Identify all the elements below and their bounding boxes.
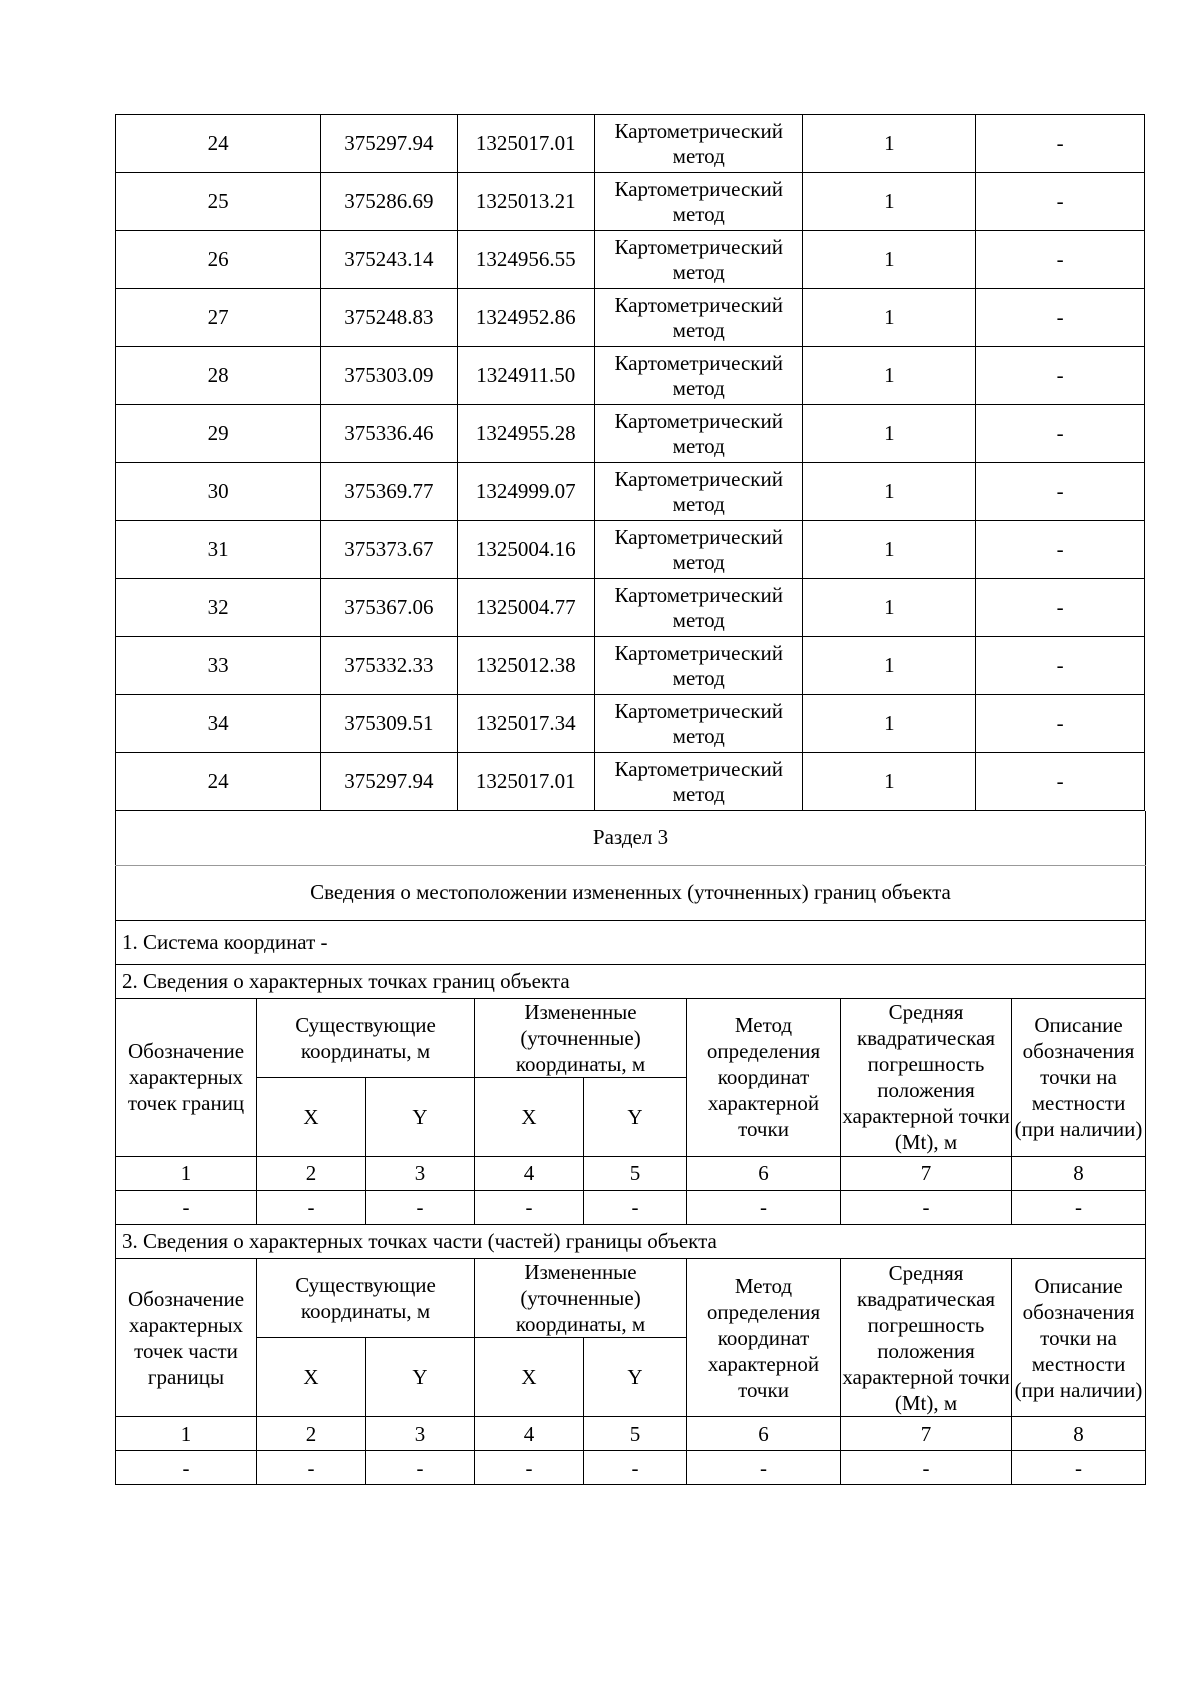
accuracy-cell: 1 — [803, 347, 976, 405]
points-table-body — [116, 115, 1145, 811]
y-coord-cell: 1325017.01 — [457, 753, 594, 811]
accuracy-cell: 1 — [803, 637, 976, 695]
part-numbers — [116, 1417, 1146, 1485]
empty-cell: - — [1012, 1451, 1146, 1485]
point-id-cell: 24 — [116, 753, 321, 811]
empty-cell: - — [257, 1190, 366, 1224]
point-id-cell: 30 — [116, 463, 321, 521]
x-coord-cell: 375336.46 — [321, 405, 457, 463]
x-coord-cell: 375369.77 — [321, 463, 457, 521]
column-number-cell: 1 — [116, 1417, 257, 1451]
x-coord-cell: 375243.14 — [321, 231, 457, 289]
method-cell: Картометрический метод — [595, 637, 803, 695]
header-y: Y — [366, 1077, 475, 1156]
column-number-cell: 3 — [366, 1156, 475, 1190]
y-coord-cell: 1325013.21 — [457, 173, 594, 231]
document-page — [115, 114, 1145, 1485]
empty-data-row — [116, 1451, 1146, 1485]
header-method: Метод определения координат характерной точки — [687, 999, 841, 1157]
boundary-points-table — [115, 999, 1146, 1225]
point-id-cell: 29 — [116, 405, 321, 463]
accuracy-cell: 1 — [803, 579, 976, 637]
y-coord-cell: 1324952.86 — [457, 289, 594, 347]
empty-cell: - — [584, 1190, 687, 1224]
x-coord-cell: 375297.94 — [321, 753, 457, 811]
header-x: X — [475, 1077, 584, 1156]
column-number-cell: 1 — [116, 1156, 257, 1190]
table-row — [116, 173, 1145, 231]
accuracy-cell: 1 — [803, 115, 976, 173]
part-points-table — [115, 1259, 1146, 1485]
point-id-cell: 26 — [116, 231, 321, 289]
accuracy-cell: 1 — [803, 173, 976, 231]
column-number-cell: 2 — [257, 1156, 366, 1190]
method-cell: Картометрический метод — [595, 173, 803, 231]
header-designation-part: Обозначение характерных точек части границы — [116, 1259, 257, 1417]
empty-cell: - — [841, 1451, 1012, 1485]
description-cell: - — [976, 463, 1145, 521]
accuracy-cell: 1 — [803, 289, 976, 347]
description-cell: - — [976, 637, 1145, 695]
column-number-cell: 6 — [687, 1156, 841, 1190]
section-subtitle: Сведения о местоположении измененных (уточненных) границ объекта — [116, 865, 1146, 920]
point-id-cell: 31 — [116, 521, 321, 579]
description-cell: - — [976, 231, 1145, 289]
header-designation: Обозначение характерных точек границ — [116, 999, 257, 1157]
header-y: Y — [584, 1077, 687, 1156]
table-row — [116, 753, 1145, 811]
y-coord-cell: 1325017.34 — [457, 695, 594, 753]
header-x: X — [475, 1338, 584, 1417]
header-x: X — [257, 1077, 366, 1156]
points-table — [115, 114, 1145, 811]
column-number-cell: 8 — [1012, 1156, 1146, 1190]
method-cell: Картометрический метод — [595, 521, 803, 579]
empty-cell: - — [116, 1190, 257, 1224]
column-number-cell: 2 — [257, 1417, 366, 1451]
table-row — [116, 405, 1145, 463]
section-title: Раздел 3 — [116, 811, 1146, 865]
table-row — [116, 115, 1145, 173]
empty-cell: - — [366, 1451, 475, 1485]
table-row — [116, 695, 1145, 753]
column-number-cell: 3 — [366, 1417, 475, 1451]
header-changed-coords: Измененные (уточненные) координаты, м — [475, 1259, 687, 1338]
empty-cell: - — [1012, 1190, 1146, 1224]
column-number-cell: 8 — [1012, 1417, 1146, 1451]
empty-cell: - — [687, 1451, 841, 1485]
column-number-cell: 4 — [475, 1156, 584, 1190]
point-id-cell: 25 — [116, 173, 321, 231]
header-changed-coords: Измененные (уточненные) координаты, м — [475, 999, 687, 1078]
description-cell: - — [976, 115, 1145, 173]
description-cell: - — [976, 405, 1145, 463]
table-row — [116, 347, 1145, 405]
accuracy-cell: 1 — [803, 405, 976, 463]
description-cell: - — [976, 289, 1145, 347]
table-row — [116, 579, 1145, 637]
point-id-cell: 32 — [116, 579, 321, 637]
section-3-table — [115, 811, 1146, 999]
column-number-cell: 5 — [584, 1156, 687, 1190]
empty-cell: - — [584, 1451, 687, 1485]
y-coord-cell: 1324955.28 — [457, 405, 594, 463]
parts-heading-table — [115, 1225, 1146, 1260]
table-row — [116, 289, 1145, 347]
header-description: Описание обозначения точки на местности (при наличии) — [1012, 1259, 1146, 1417]
x-coord-cell: 375367.06 — [321, 579, 457, 637]
method-cell: Картометрический метод — [595, 579, 803, 637]
boundary-points-heading: 2. Сведения о характерных точках границ объекта — [116, 964, 1146, 998]
table-row — [116, 521, 1145, 579]
x-coord-cell: 375286.69 — [321, 173, 457, 231]
column-number-row — [116, 1156, 1146, 1190]
x-coord-cell: 375297.94 — [321, 115, 457, 173]
empty-cell: - — [366, 1190, 475, 1224]
accuracy-cell: 1 — [803, 521, 976, 579]
column-number-cell: 7 — [841, 1417, 1012, 1451]
point-id-cell: 34 — [116, 695, 321, 753]
method-cell: Картометрический метод — [595, 405, 803, 463]
accuracy-cell: 1 — [803, 463, 976, 521]
y-coord-cell: 1324999.07 — [457, 463, 594, 521]
method-cell: Картометрический метод — [595, 347, 803, 405]
empty-cell: - — [116, 1451, 257, 1485]
method-cell: Картометрический метод — [595, 289, 803, 347]
header-existing-coords: Существующие координаты, м — [257, 1259, 475, 1338]
x-coord-cell: 375248.83 — [321, 289, 457, 347]
description-cell: - — [976, 521, 1145, 579]
empty-cell: - — [475, 1190, 584, 1224]
boundary-numbers — [116, 1156, 1146, 1224]
empty-cell: - — [841, 1190, 1012, 1224]
description-cell: - — [976, 173, 1145, 231]
table-row — [116, 463, 1145, 521]
x-coord-cell: 375309.51 — [321, 695, 457, 753]
part-points-heading: 3. Сведения о характерных точках части (частей) границы объекта — [116, 1225, 1146, 1259]
description-cell: - — [976, 347, 1145, 405]
empty-cell: - — [257, 1451, 366, 1485]
header-x: X — [257, 1338, 366, 1417]
column-number-row — [116, 1417, 1146, 1451]
y-coord-cell: 1324911.50 — [457, 347, 594, 405]
empty-cell: - — [475, 1451, 584, 1485]
point-id-cell: 28 — [116, 347, 321, 405]
method-cell: Картометрический метод — [595, 463, 803, 521]
header-existing-coords: Существующие координаты, м — [257, 999, 475, 1078]
table-row — [116, 637, 1145, 695]
accuracy-cell: 1 — [803, 695, 976, 753]
empty-cell: - — [687, 1190, 841, 1224]
coord-system-label: 1. Система координат - — [116, 920, 1146, 964]
table-row — [116, 231, 1145, 289]
x-coord-cell: 375303.09 — [321, 347, 457, 405]
y-coord-cell: 1325017.01 — [457, 115, 594, 173]
method-cell: Картометрический метод — [595, 231, 803, 289]
column-number-cell: 7 — [841, 1156, 1012, 1190]
x-coord-cell: 375332.33 — [321, 637, 457, 695]
column-number-cell: 4 — [475, 1417, 584, 1451]
column-number-cell: 5 — [584, 1417, 687, 1451]
header-method: Метод определения координат характерной точки — [687, 1259, 841, 1417]
header-accuracy: Средняя квадратическая погрешность положения характерной точки (Mt), м — [842, 1000, 1010, 1154]
accuracy-cell: 1 — [803, 753, 976, 811]
y-coord-cell: 1325004.16 — [457, 521, 594, 579]
method-cell: Картометрический метод — [595, 695, 803, 753]
x-coord-cell: 375373.67 — [321, 521, 457, 579]
point-id-cell: 33 — [116, 637, 321, 695]
method-cell: Картометрический метод — [595, 115, 803, 173]
description-cell: - — [976, 579, 1145, 637]
y-coord-cell: 1325012.38 — [457, 637, 594, 695]
accuracy-cell: 1 — [803, 231, 976, 289]
description-cell: - — [976, 695, 1145, 753]
header-description: Описание обозначения точки на местности (при наличии) — [1012, 999, 1146, 1157]
method-cell: Картометрический метод — [595, 753, 803, 811]
y-coord-cell: 1324956.55 — [457, 231, 594, 289]
y-coord-cell: 1325004.77 — [457, 579, 594, 637]
header-y: Y — [366, 1338, 475, 1417]
description-cell: - — [976, 753, 1145, 811]
empty-data-row — [116, 1190, 1146, 1224]
header-accuracy: Средняя квадратическая погрешность положения характерной точки (Mt), м — [842, 1260, 1010, 1415]
column-number-cell: 6 — [687, 1417, 841, 1451]
header-y: Y — [584, 1338, 687, 1417]
point-id-cell: 27 — [116, 289, 321, 347]
point-id-cell: 24 — [116, 115, 321, 173]
